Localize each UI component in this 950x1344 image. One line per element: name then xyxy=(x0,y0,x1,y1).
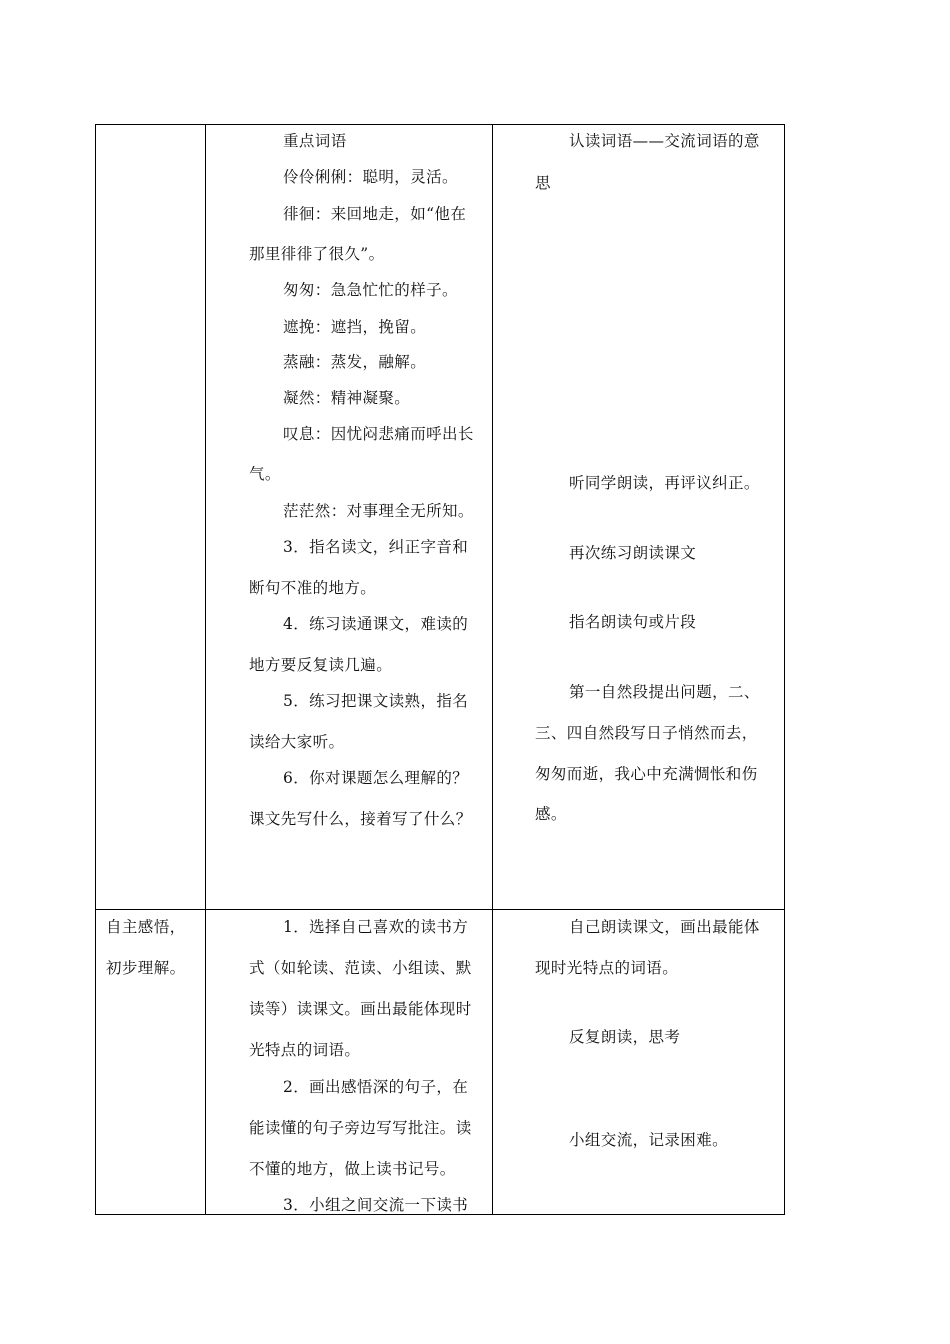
row1-col3-line: 感。 xyxy=(535,805,567,823)
row1-col2-line: 地方要反复读几遍。 xyxy=(249,656,393,674)
row1-col2-line: 蒸融：蒸发，融解。 xyxy=(283,353,427,371)
column-divider-1 xyxy=(205,125,206,1214)
column-divider-2 xyxy=(492,125,493,1214)
row1-col2-line: 那里徘徘了很久”。 xyxy=(249,245,385,263)
row1-col2-line: 5．练习把课文读熟，指名 xyxy=(283,692,469,710)
row1-col2-line: 遮挽：遮挡，挽留。 xyxy=(283,318,427,336)
row2-col3-line: 自己朗读课文，画出最能体 xyxy=(569,918,760,936)
row1-col2-line: 课文先写什么，接着写了什么？ xyxy=(249,810,472,828)
row1-col2-line: 重点词语 xyxy=(283,132,347,150)
row1-col2-line: 凝然：精神凝聚。 xyxy=(283,389,411,407)
row1-col2-line: 6．你对课题怎么理解的？ xyxy=(283,769,469,787)
row1-col2-line: 断句不准的地方。 xyxy=(249,579,377,597)
row1-col2-line: 气。 xyxy=(249,465,281,483)
row2-col1-line: 初步理解。 xyxy=(106,959,186,977)
row1-col2-line: 茫茫然：对事理全无所知。 xyxy=(283,502,474,520)
row2-col3-line: 现时光特点的词语。 xyxy=(535,959,679,977)
row1-col2-line: 读给大家听。 xyxy=(249,733,345,751)
row1-col3-line: 听同学朗读，再评议纠正。 xyxy=(569,474,760,492)
row2-col2-line: 光特点的词语。 xyxy=(249,1041,361,1059)
lesson-table xyxy=(95,124,785,1215)
row2-col2-line: 3．小组之间交流一下读书 xyxy=(283,1196,469,1214)
row2-col2-line: 读等）读课文。画出最能体现时 xyxy=(249,1000,472,1018)
row2-col2-line: 2．画出感悟深的句子，在 xyxy=(283,1078,469,1096)
row1-col3-line: 再次练习朗读课文 xyxy=(569,544,697,562)
row1-col2-line: 伶伶俐俐：聪明，灵活。 xyxy=(283,168,458,186)
row1-col3-line: 指名朗读句或片段 xyxy=(569,613,697,631)
row2-col2-line: 不懂的地方，做上读书记号。 xyxy=(249,1160,456,1178)
row1-col2-line: 徘徊：来回地走，如“他在 xyxy=(283,205,467,223)
row1-col2-line: 4．练习读通课文，难读的 xyxy=(283,615,469,633)
row1-col2-line: 匆匆：急急忙忙的样子。 xyxy=(283,281,458,299)
row1-col3-line: 认读词语——交流词语的意 xyxy=(569,132,760,150)
row1-col2-line: 叹息：因忧闷悲痛而呼出长 xyxy=(283,425,474,443)
row2-col2-line: 式（如轮读、范读、小组读、默 xyxy=(249,959,472,977)
row2-col1-line: 自主感悟， xyxy=(106,918,186,936)
row1-col2-line: 3．指名读文，纠正字音和 xyxy=(283,538,469,556)
row2-col2-line: 1．选择自己喜欢的读书方 xyxy=(283,918,469,936)
row1-col3-line: 第一自然段提出问题，二、 xyxy=(569,683,760,701)
row1-col3-line: 匆匆而逝，我心中充满惆怅和伤 xyxy=(535,765,758,783)
row2-col2-line: 能读懂的句子旁边写写批注。读 xyxy=(249,1119,472,1137)
row1-col3-line: 三、四自然段写日子悄然而去， xyxy=(535,724,758,742)
row1-col3-line: 思 xyxy=(535,174,551,192)
row2-col3-line: 反复朗读，思考 xyxy=(569,1028,681,1046)
row2-col3-line: 小组交流，记录困难。 xyxy=(569,1131,729,1149)
row-divider xyxy=(96,909,784,910)
